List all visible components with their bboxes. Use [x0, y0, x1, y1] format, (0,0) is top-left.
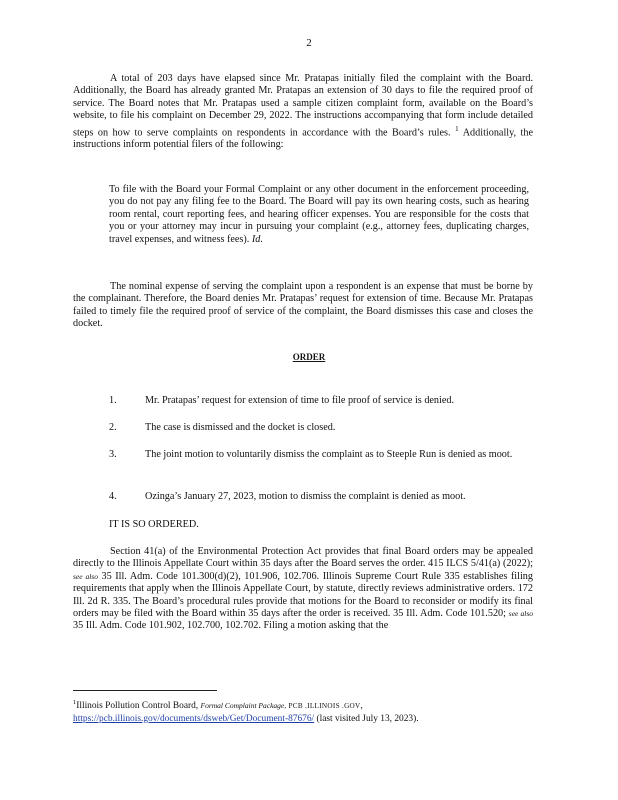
see-also-signal-1: see also [73, 571, 98, 581]
paragraph-1-tail: Additionally, the instructions inform potential filers of the following: [73, 127, 534, 151]
block-quote-text: To file with the Board your Formal Complaint or any other document in the enforcement proceeding, you do not pay any filing fee to the Board. The Board will pay its own hearing costs, such as hearing room rental, court reporting fees, and hearing officer expenses. You are responsible for the costs that you or your attorney may incur in pursuing your complaint (e.g., attorney fees, duplicating charges, travel expenses, and witness fees). [109, 184, 529, 245]
footnote: $^1$Illinois Pollution Control Board, Formal Complaint Package, PCB .ILLINOIS .GOV, https://pcb.illinois.gov/documents/dsweb/Get/Document-87676/ (last visited July 13, 2023). [73, 699, 419, 724]
order-item-3: 3. The joint motion to voluntarily dismiss the complaint as to Steeple Run is denied as moot. [109, 449, 513, 460]
paragraph-nominal-expense: The nominal expense of serving the complaint upon a respondent is an expense that must be borne by the complainant. Therefore, the Board denies Mr. Pratapas’ request for extension of time. Because Mr. Pratapas failed to timely file the required proof of service of the complaint, the Board dismisses this case and closes the docket. [73, 281, 533, 330]
paragraph-section-41: Section 41(a) of the Environmental Protection Act provides that final Board orders may be appealed directly to the Illinois Appellate Court within 35 days after the Board serves the order. 415 ILCS 5/41(a) (2022); see also 35 Ill. Adm. Code 101.300(d)(2), 101.906, 102.706. Illinois Supreme Court Rule 335 establishes filing requirements that apply when the Illinois Appellate Court, by statute, directly reviews administrative orders. 172 Ill. 2d R. 335. The Board’s procedural rules provide that motions for the Board to reconsider or modify its final orders may be filed with the Board within 35 days after the order is received. 35 Ill. Adm. Code 101.520; see also 35 Ill. Adm. Code 101.902, 102.700, 102.702. Filing a motion asking that the [73, 546, 533, 632]
footnote-link[interactable]: https://pcb.illinois.gov/documents/dsweb/Get/Document-87676/ [73, 713, 315, 724]
footnote-title: Formal Complaint Package, [200, 701, 287, 711]
footnote-reference[interactable]: 1 [455, 123, 459, 133]
see-also-signal-2: see also [508, 609, 533, 619]
footnote-divider [73, 690, 217, 691]
order-heading: ORDER [292, 352, 326, 362]
order-item-4: 4. Ozinga’s January 27, 2023, motion to dismiss the complaint is denied as moot. [109, 491, 466, 502]
footnote-source: PCB .ILLINOIS .GOV [288, 702, 361, 711]
order-item-2: 2. The case is dismissed and the docket is closed. [109, 422, 336, 433]
block-quote [109, 184, 529, 246]
block-quote-citation: Id. [251, 233, 263, 245]
page-number: 2 [306, 37, 312, 49]
paragraph-elapsed-days [73, 73, 533, 152]
order-item-1: 1. Mr. Pratapas’ request for extension of time to file proof of service is denied. [109, 395, 455, 406]
footnote-visited: (last visited July 13, 2023). [316, 713, 419, 724]
footnote-number: 1 [73, 699, 77, 706]
paragraph-1-text: A total of 203 days have elapsed since Mr. Pratapas initially filed the complaint with the Board. Additionally, the Board has already granted Mr. Pratapas an extension of 30 days to file the required proof of service. The Board notes that Mr. Pratapas used a sample citizen complaint form, available on the Board’s website, to file his complaint on December 29, 2022. The instructions accompanying that form include detailed steps on how to serve complaints on respondents in accordance with the Board’s rules. [73, 73, 533, 139]
so-ordered: IT IS SO ORDERED. [109, 519, 199, 530]
